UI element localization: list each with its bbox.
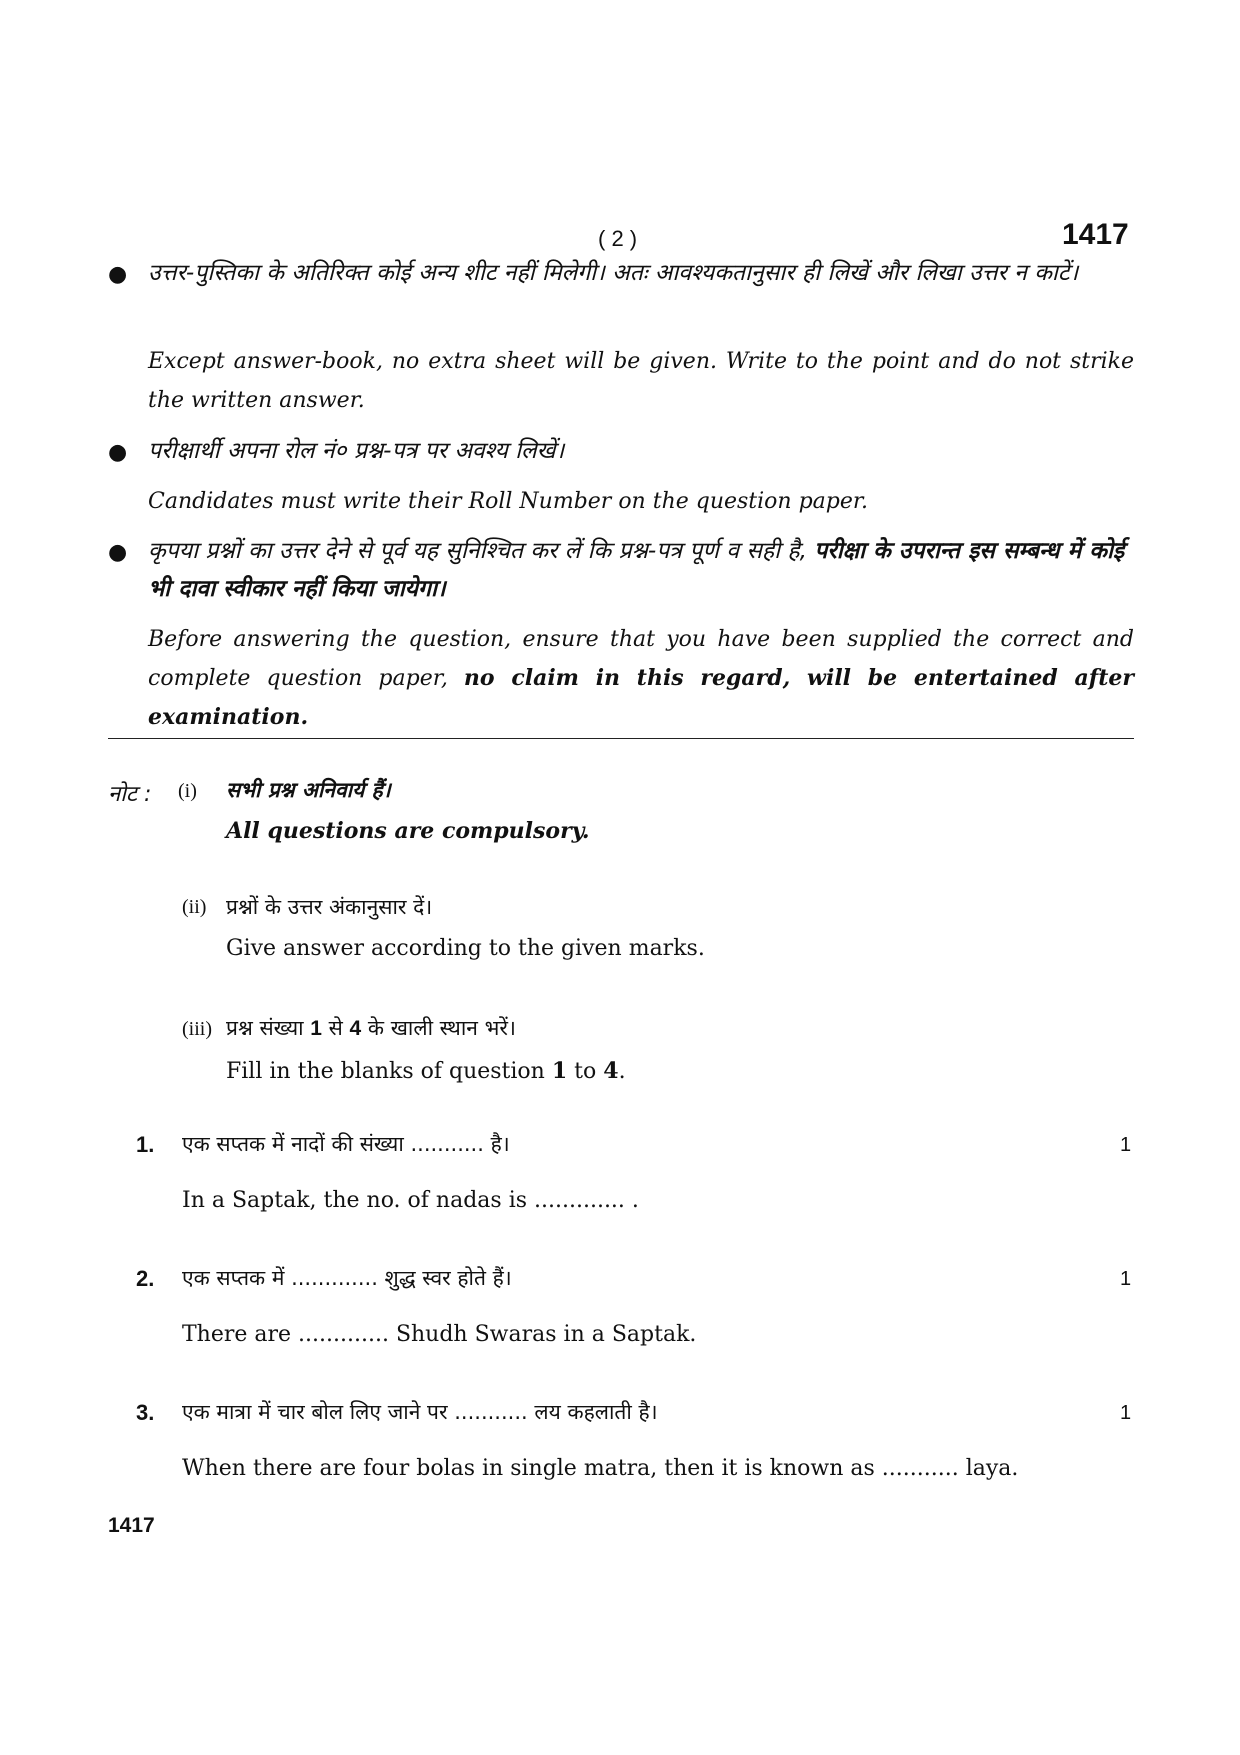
note-item-2-hindi: प्रश्नों के उत्तर अंकानुसार दें। [226,895,433,919]
note-item-1-english: All questions are compulsory. [226,818,590,844]
note-item-3-hindi-n1: 1 [310,1017,322,1040]
instruction-3-hindi-text: कृपया प्रश्नों का उत्तर देने से पूर्व यह सुनिश्चित कर लें कि प्रश्न-पत्र पूर्ण व सही है, [148,538,807,564]
note-item-2-num: (ii) [182,896,207,918]
question-3-hindi: एक मात्रा में चार बोल लिए जाने पर ........... लय कहलाती है। [182,1400,658,1424]
instruction-3-english [148,620,1134,737]
instruction-2-hindi: परीक्षार्थी अपना रोल नं० प्रश्न-पत्र पर अवश्य लिखें। [148,438,565,464]
question-1-number: 1. [136,1132,155,1157]
question-1-marks: 1 [1120,1134,1132,1156]
note-item-2-english: Give answer according to the given marks. [226,936,705,961]
note-item-1-num: (i) [178,780,197,802]
note-item-3-hindi-b: से [328,1016,343,1040]
note-item-3-hindi-n2: 4 [349,1017,362,1040]
note-item-3-english-c: . [618,1059,626,1084]
note-item-3-english-n1: 1 [551,1058,568,1084]
divider [108,738,1134,739]
bullet-icon: ● [108,262,128,287]
paper-code-header: 1417 [1062,218,1129,251]
question-2-english: There are ............. Shudh Swaras in a Saptak. [182,1322,697,1347]
note-item-1-hindi: सभी प्रश्न अनिवार्य हैं। [226,778,391,802]
note-item-3-hindi-c: के खाली स्थान भरें। [367,1016,516,1040]
note-item-3-hindi [226,1014,516,1042]
note-item-3-english-n2: 4 [603,1058,619,1084]
question-2-number: 2. [136,1266,155,1291]
note-item-3-num: (iii) [182,1018,212,1040]
question-2-marks: 1 [1120,1268,1132,1290]
question-3-number: 3. [136,1400,155,1425]
instruction-2-english: Candidates must write their Roll Number on the question paper. [148,489,868,514]
instruction-1-hindi: उत्तर-पुस्तिका के अतिरिक्त कोई अन्य शीट नहीं मिलेगी। अतः आवश्यकतानुसार ही लिखें और लिखा उत्तर न काटें। [148,260,1079,286]
instruction-3-hindi [148,532,1134,608]
paper-code-footer: 1417 [108,1514,155,1537]
instruction-1-english: Except answer-book, no extra sheet will be given. Write to the point and do not strike the written answer. [148,349,1134,413]
note-item-3-english-a: Fill in the blanks of question [226,1059,545,1084]
question-1-english: In a Saptak, the no. of nadas is ............. . [182,1188,639,1213]
question-3-marks: 1 [1120,1402,1132,1424]
instruction-3-hindi-bold: परीक्षा के उपरान्त इस सम्बन्ध में कोई भी दावा स्वीकार नहीं किया जायेगा। [148,538,1125,602]
note-item-3-english [226,1058,626,1084]
note-item-3-english-b: to [574,1059,597,1084]
bullet-icon: ● [108,440,128,465]
instruction-3-english-bold: no claim in this regard, will be entertained after examination. [148,665,1134,730]
question-3-english: When there are four bolas in single matra, then it is known as ........... laya. [182,1456,1019,1481]
bullet-icon: ● [108,540,128,565]
instruction-3-english-text: Before answering the question, ensure that you have been supplied the correct and complete question paper, [148,627,1134,691]
page-number: ( 2 ) [598,226,638,251]
note-item-3-hindi-a: प्रश्न संख्या [226,1016,304,1040]
note-label: नोट : [108,782,152,807]
question-2-hindi: एक सप्तक में ............. शुद्ध स्वर होते हैं। [182,1266,512,1290]
question-1-hindi: एक सप्तक में नादों की संख्या ........... है। [182,1132,510,1156]
